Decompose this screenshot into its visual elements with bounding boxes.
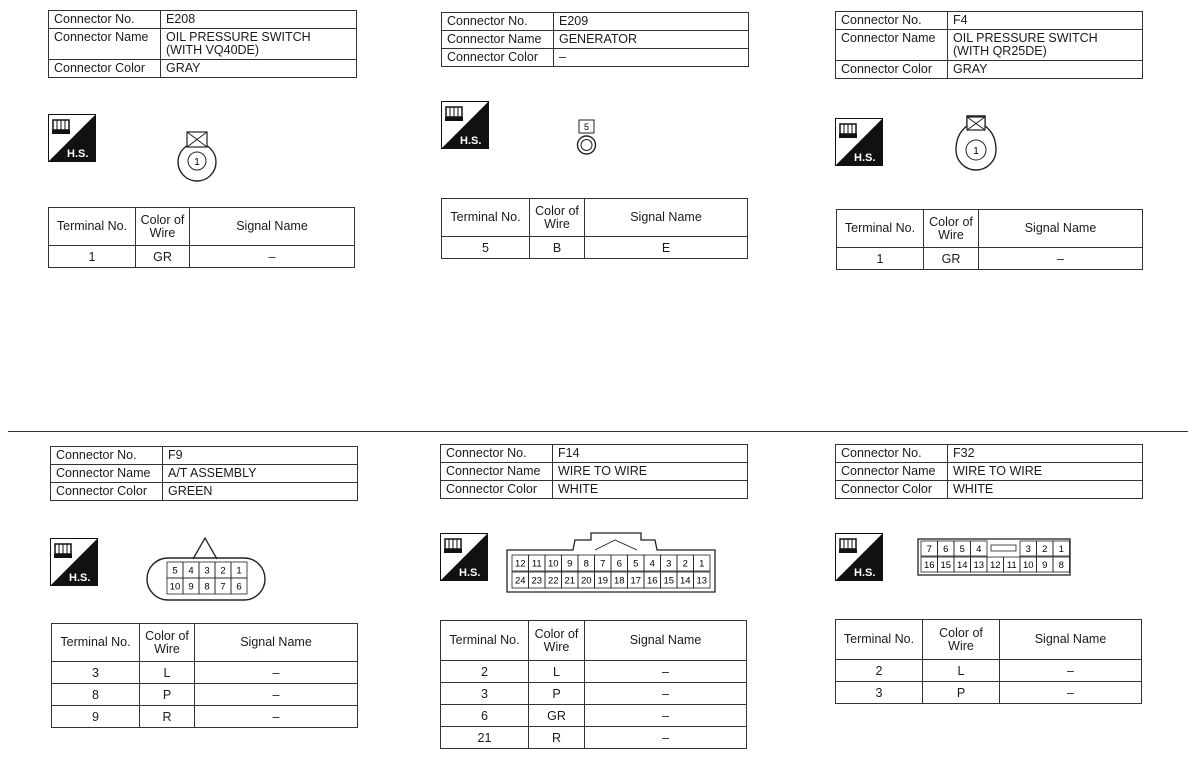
- key-slot: [991, 545, 1016, 551]
- pin-label: 6: [236, 581, 242, 593]
- pin-label: 1: [194, 157, 200, 168]
- terminal-table-f9: [51, 623, 358, 728]
- signal-name-header: Signal Name: [585, 621, 747, 661]
- pin-label: 1: [1058, 544, 1064, 555]
- connector-name-value: WIRE TO WIRE: [553, 463, 748, 481]
- pin-label: 15: [663, 575, 675, 587]
- connector-no-row: [49, 11, 357, 29]
- wire-color-cell: GR: [924, 248, 979, 270]
- wire-color-cell: L: [140, 662, 195, 684]
- hs-harness-side-icon: [835, 533, 883, 581]
- pin-label: 5: [172, 565, 178, 577]
- signal-name-cell: –: [585, 727, 747, 749]
- connector-no-value: F9: [163, 447, 358, 465]
- signal-name-cell: –: [195, 706, 358, 728]
- connector-color-row: [836, 481, 1143, 499]
- connector-e208: [48, 10, 357, 78]
- connector-name-row: [836, 30, 1143, 61]
- connector-info-table: [835, 11, 1143, 79]
- hs-label: H.S.: [69, 572, 91, 584]
- terminal-no-header: Terminal No.: [442, 199, 530, 237]
- connector-no-label: Connector No.: [49, 11, 161, 29]
- pin-label: 2: [1042, 544, 1048, 555]
- pin-label: 22: [547, 575, 559, 587]
- hs-harness-side-icon: [440, 533, 488, 581]
- pin-label: 5: [959, 544, 965, 555]
- terminal-no-cell: 3: [441, 683, 529, 705]
- terminal-no-header: Terminal No.: [836, 620, 923, 660]
- wire-color-cell: GR: [529, 705, 585, 727]
- hs-harness-side-icon: [48, 114, 96, 162]
- terminal-no-cell: 1: [837, 248, 924, 270]
- connector-face-f9: [143, 535, 269, 603]
- connector-no-label: Connector No.: [441, 445, 553, 463]
- color-of-wire-header: Color of Wire: [140, 624, 195, 662]
- terminal-row: [49, 246, 355, 268]
- pin-label: 4: [649, 558, 655, 570]
- pin-label: 11: [1006, 560, 1017, 571]
- connector-color-value: GRAY: [161, 60, 357, 78]
- terminal-no-cell: 3: [52, 662, 140, 684]
- pin-label: 8: [1058, 560, 1064, 571]
- pin-label: 16: [646, 575, 658, 587]
- terminal-header-row: [441, 621, 747, 661]
- hs-label: H.S.: [460, 135, 482, 147]
- pin-label: 16: [923, 560, 935, 571]
- connector-name-label: Connector Name: [51, 465, 163, 483]
- connector-name-value: [948, 30, 1143, 61]
- connector-name-row: [442, 31, 749, 49]
- pin-label: 9: [1042, 560, 1048, 571]
- terminal-header-row: [836, 620, 1142, 660]
- wire-color-cell: P: [140, 684, 195, 706]
- connector-no-label: Connector No.: [51, 447, 163, 465]
- signal-name-header: Signal Name: [190, 208, 355, 246]
- wire-color-cell: L: [923, 660, 1000, 682]
- terminal-table-e209: [441, 198, 748, 259]
- terminal-table-e208: [48, 207, 355, 268]
- pin-label: 9: [188, 581, 194, 593]
- pin-label: 10: [547, 558, 559, 570]
- connector-color-row: [49, 60, 357, 78]
- connector-name-value: GENERATOR: [554, 31, 749, 49]
- terminal-no-cell: 1: [49, 246, 136, 268]
- pin-label: 10: [169, 581, 181, 593]
- wire-color-cell: B: [530, 237, 585, 259]
- terminal-no-cell: 8: [52, 684, 140, 706]
- connector-no-row: [51, 447, 358, 465]
- signal-name-cell: –: [979, 248, 1143, 270]
- terminal-table-f32: [835, 619, 1142, 704]
- terminal-no-cell: 6: [441, 705, 529, 727]
- connector-color-label: Connector Color: [49, 60, 161, 78]
- pin-label: 7: [926, 544, 932, 555]
- connector-color-value: –: [554, 49, 749, 67]
- pin-label: 5: [583, 122, 590, 132]
- terminal-no-cell: 3: [836, 682, 923, 704]
- connector-color-row: [442, 49, 749, 67]
- terminal-row: [52, 684, 358, 706]
- connector-face-e208: [175, 130, 219, 188]
- pin-label: 14: [679, 575, 691, 587]
- signal-name-cell: –: [585, 661, 747, 683]
- terminal-no-header: Terminal No.: [837, 210, 924, 248]
- pin-label: 6: [616, 558, 622, 570]
- pin-label: 12: [989, 560, 1001, 571]
- terminal-row: [836, 660, 1142, 682]
- connector-f32: [835, 444, 1143, 499]
- pin-label: 13: [696, 575, 708, 587]
- connector-info-table: [441, 12, 749, 67]
- connector-name-label: Connector Name: [49, 29, 161, 60]
- connector-e209: [441, 12, 749, 67]
- connector-name-line1: OIL PRESSURE SWITCH: [953, 31, 1098, 45]
- connector-f4: [835, 11, 1143, 79]
- connector-no-value: E209: [554, 13, 749, 31]
- terminal-no-header: Terminal No.: [441, 621, 529, 661]
- signal-name-cell: –: [1000, 682, 1142, 704]
- connector-color-value: WHITE: [948, 481, 1143, 499]
- signal-name-cell: –: [195, 662, 358, 684]
- wire-color-cell: GR: [136, 246, 190, 268]
- terminal-no-cell: 2: [836, 660, 923, 682]
- color-of-wire-header: Color of Wire: [923, 620, 1000, 660]
- signal-name-cell: –: [585, 705, 747, 727]
- connector-color-label: Connector Color: [836, 61, 948, 79]
- connector-name-label: Connector Name: [836, 30, 948, 61]
- terminal-row: [52, 706, 358, 728]
- pin-label: 17: [630, 575, 642, 587]
- hs-label: H.S.: [854, 567, 876, 579]
- connector-info-table: [50, 446, 358, 501]
- connector-color-row: [836, 61, 1143, 79]
- connector-no-value: F14: [553, 445, 748, 463]
- wire-color-cell: R: [140, 706, 195, 728]
- connector-f9: [50, 446, 358, 501]
- pin-label: 10: [1022, 560, 1034, 571]
- connector-name-row: [49, 29, 357, 60]
- terminal-row: [52, 662, 358, 684]
- terminal-header-row: [442, 199, 748, 237]
- pin-label: 2: [220, 565, 226, 577]
- hs-harness-side-icon: [441, 101, 489, 149]
- pin-label: 21: [564, 575, 576, 587]
- connector-no-value: E208: [161, 11, 357, 29]
- signal-name-cell: –: [1000, 660, 1142, 682]
- connector-color-row: [51, 483, 358, 501]
- terminal-row: [442, 237, 748, 259]
- connector-no-value: F4: [948, 12, 1143, 30]
- terminal-no-cell: 2: [441, 661, 529, 683]
- connector-no-label: Connector No.: [442, 13, 554, 31]
- terminal-no-cell: 9: [52, 706, 140, 728]
- connector-name-label: Connector Name: [441, 463, 553, 481]
- connector-no-row: [836, 12, 1143, 30]
- signal-name-header: Signal Name: [979, 210, 1143, 248]
- pin-label: 3: [1025, 544, 1031, 555]
- connector-face-e209: [574, 118, 600, 158]
- connector-name-value: WIRE TO WIRE: [948, 463, 1143, 481]
- terminal-row: [837, 248, 1143, 270]
- connector-name-line2: (WITH VQ40DE): [166, 43, 260, 57]
- pin-label: 19: [597, 575, 609, 587]
- terminal-no-cell: 21: [441, 727, 529, 749]
- terminal-table-f14: [440, 620, 747, 749]
- wire-color-cell: P: [529, 683, 585, 705]
- connector-color-label: Connector Color: [836, 481, 948, 499]
- signal-name-cell: –: [585, 683, 747, 705]
- terminal-row: [836, 682, 1142, 704]
- pin-label: 4: [976, 544, 982, 555]
- wire-color-cell: P: [923, 682, 1000, 704]
- pin-label: 24: [514, 575, 526, 587]
- pin-label: 3: [204, 565, 210, 577]
- pin-label: 1: [236, 565, 242, 577]
- pin-label: 3: [666, 558, 672, 570]
- pin-label: 7: [600, 558, 606, 570]
- connector-name-row: [441, 463, 748, 481]
- connector-face-f4: [953, 114, 999, 176]
- signal-name-header: Signal Name: [195, 624, 358, 662]
- pin-label: 20: [580, 575, 592, 587]
- pin-label: 23: [531, 575, 543, 587]
- connector-face-f32: [916, 537, 1072, 577]
- pin-label: 12: [514, 558, 526, 570]
- pin-label: 11: [531, 558, 542, 570]
- connector-color-label: Connector Color: [441, 481, 553, 499]
- section-divider: [8, 431, 1188, 432]
- terminal-row: [441, 661, 747, 683]
- connector-name-label: Connector Name: [836, 463, 948, 481]
- pin-label: 18: [613, 575, 625, 587]
- connector-color-row: [441, 481, 748, 499]
- hs-harness-side-icon: [50, 538, 98, 586]
- hs-label: H.S.: [67, 148, 89, 160]
- signal-name-cell: –: [190, 246, 355, 268]
- color-of-wire-header: Color of Wire: [530, 199, 585, 237]
- connector-no-row: [442, 13, 749, 31]
- pin-label: 5: [633, 558, 639, 570]
- connector-f14: [440, 444, 748, 499]
- color-of-wire-header: Color of Wire: [924, 210, 979, 248]
- connector-no-label: Connector No.: [836, 12, 948, 30]
- connector-color-label: Connector Color: [442, 49, 554, 67]
- connector-name-value: [161, 29, 357, 60]
- connector-info-table: [835, 444, 1143, 499]
- connector-info-table: [440, 444, 748, 499]
- terminal-no-header: Terminal No.: [52, 624, 140, 662]
- color-of-wire-header: Color of Wire: [136, 208, 190, 246]
- connector-name-value: A/T ASSEMBLY: [163, 465, 358, 483]
- connector-name-row: [836, 463, 1143, 481]
- connector-color-value: GRAY: [948, 61, 1143, 79]
- pin-label: 6: [943, 544, 949, 555]
- wire-color-cell: R: [529, 727, 585, 749]
- pin-label: 9: [567, 558, 573, 570]
- pin-label: 8: [204, 581, 210, 593]
- terminal-row: [441, 683, 747, 705]
- color-of-wire-header: Color of Wire: [529, 621, 585, 661]
- connector-info-table: [48, 10, 357, 78]
- connector-color-label: Connector Color: [51, 483, 163, 501]
- connector-name-line2: (WITH QR25DE): [953, 44, 1047, 58]
- pin-label: 14: [956, 560, 968, 571]
- terminal-header-row: [49, 208, 355, 246]
- hs-harness-side-icon: [835, 118, 883, 166]
- hs-label: H.S.: [459, 567, 481, 579]
- terminal-row: [441, 705, 747, 727]
- connector-color-value: GREEN: [163, 483, 358, 501]
- connector-no-label: Connector No.: [836, 445, 948, 463]
- connector-face-f14: [505, 530, 717, 594]
- pin-label: 8: [583, 558, 589, 570]
- connector-no-row: [441, 445, 748, 463]
- connector-color-value: WHITE: [553, 481, 748, 499]
- terminal-table-f4: [836, 209, 1143, 270]
- connector-name-row: [51, 465, 358, 483]
- signal-name-cell: –: [195, 684, 358, 706]
- connector-name-line1: OIL PRESSURE SWITCH: [166, 30, 311, 44]
- wire-color-cell: L: [529, 661, 585, 683]
- pin-label: 15: [940, 560, 952, 571]
- terminal-no-cell: 5: [442, 237, 530, 259]
- connector-no-row: [836, 445, 1143, 463]
- pin-label: 7: [220, 581, 226, 593]
- pin-label: 4: [188, 565, 194, 577]
- terminal-no-header: Terminal No.: [49, 208, 136, 246]
- signal-name-header: Signal Name: [585, 199, 748, 237]
- pin-label: 1: [973, 146, 979, 157]
- connector-name-label: Connector Name: [442, 31, 554, 49]
- pin-label: 1: [699, 558, 705, 570]
- connector-no-value: F32: [948, 445, 1143, 463]
- pin-label: 2: [682, 558, 688, 570]
- signal-name-cell: E: [585, 237, 748, 259]
- terminal-header-row: [52, 624, 358, 662]
- signal-name-header: Signal Name: [1000, 620, 1142, 660]
- hs-label: H.S.: [854, 152, 876, 164]
- pin-label: 13: [973, 560, 985, 571]
- terminal-header-row: [837, 210, 1143, 248]
- terminal-row: [441, 727, 747, 749]
